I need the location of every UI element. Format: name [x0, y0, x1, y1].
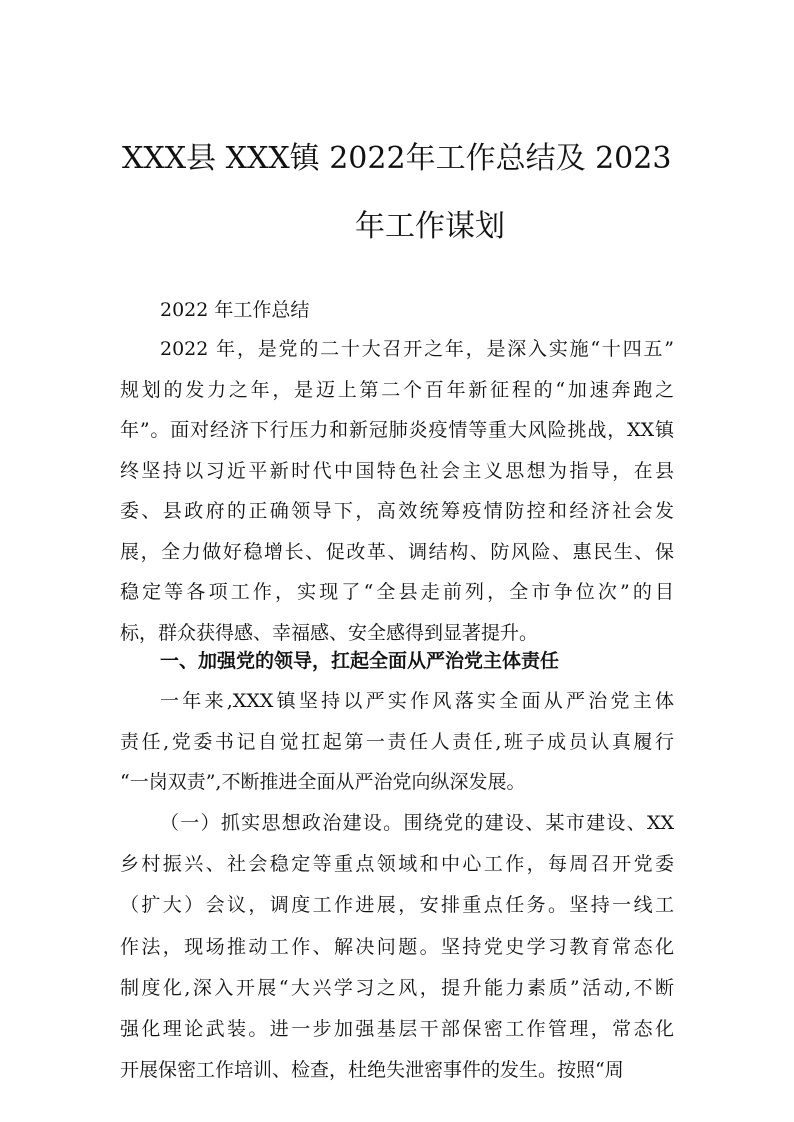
text-line: 稳定等各项工作，实现了“全县走前列，全市争位次”的目 [120, 581, 674, 603]
text-line: 制度化,深入开展“大兴学习之风，提升能力素质”活动,不断 [120, 976, 674, 999]
section-label: 2022 年工作总结 [160, 299, 310, 321]
text-line: 2022 年，是党的二十大召开之年，是深入实施“十四五” [160, 338, 674, 360]
text-line: 一年来,XXX镇坚持以严实作风落实全面从严治党主体 [160, 690, 674, 712]
text-line: 强化理论武装。进一步加强基层干部保密工作管理，常态化 [120, 1018, 674, 1040]
heading-1: 一、加强党的领导，扛起全面从严治党主体责任 [160, 650, 560, 672]
document-title-line-1: XXX县 XXX镇 2022年工作总结及 2023 [122, 141, 672, 176]
text-line: 委、县政府的正确领导下，高效统筹疫情防控和经济社会发 [120, 500, 674, 522]
text-line: 终坚持以习近平新时代中国特色社会主义思想为指导，在县 [120, 459, 674, 482]
text-line: 作法，现场推动工作、解决问题。坚持党史学习教育常态化 [120, 935, 674, 958]
text-line: “一岗双责”,不断推进全面从严治党向纵深发展。 [120, 771, 526, 793]
text-line: 标，群众获得感、幸福感、安全感得到显著提升。 [120, 621, 539, 644]
text-line: 乡村振兴、社会稳定等重点领域和中心工作，每周召开党委 [120, 853, 674, 876]
text-line: 展，全力做好稳增长、促改革、调结构、防风险、惠民生、保 [120, 540, 674, 563]
document-title-line-2: 年工作谋划 [355, 209, 505, 244]
text-line: 责任,党委书记自觉扛起第一责任人责任,班子成员认真履行 [120, 730, 674, 753]
text-line: （扩大）会议，调度工作进展，安排重点任务。坚持一线工 [120, 894, 674, 917]
text-line: 年”。面对经济下行压力和新冠肺炎疫情等重大风险挑战，XX镇 [120, 419, 674, 441]
text-line: 开展保密工作培训、检查，杜绝失泄密事件的发生。按照“周 [120, 1059, 624, 1082]
text-line: （一）抓实思想政治建设。围绕党的建设、某市建设、XX [160, 812, 674, 834]
text-line: 规划的发力之年，是迈上第二个百年新征程的“加速奔跑之 [120, 378, 674, 401]
